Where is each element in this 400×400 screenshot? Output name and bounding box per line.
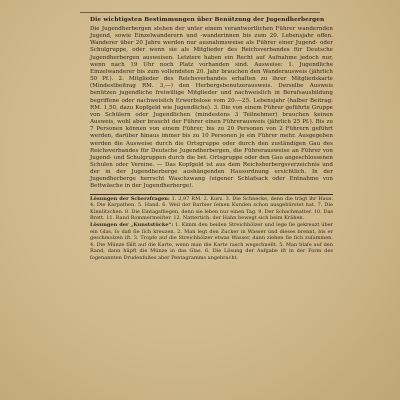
section-divider (90, 194, 333, 195)
solutions-2-heading: Lösungen der „Kunststücke“: (90, 222, 174, 229)
page-title: Die wichtigsten Bestimmungen über Benützung der Jugendherbergen (90, 17, 325, 23)
solutions-section-2 (90, 222, 333, 261)
document-body (90, 16, 333, 262)
solutions-2-text: 1. Kimm den beiden Streichhölzer und lege ſie gekreuzt über ein Glas, ſo daß ſie ſich kreuzen. 2. Man legt den Zucker in Wasser und dieses brennt, bis er geschmolzen iſt. 3. Tropfe auf die Streichhölzer etwas Wasser, dann ziehen ſie ſich zuſammen. 4. Die Münze fällt auf die Karte, wenn man die Karte rasch wegschnellt. 5. Man blaſe auf den Rand, dann hüpft die Münze in das Glas. 6. Die Lösung der Aufgabe iſt in der Form des ſogenannten Drudenfußes aber Pentagramms angebracht. (90, 222, 333, 261)
solutions-section-1 (90, 196, 333, 222)
main-text: Die Jugendherbergen stehen der unter einem verantwortlichen Führer wandernden Jugend, sowie Einzelwanderern und -wanderinnen bis zum 20. Lebensjahr offen. Wanderer über 20 Jahre werden nur ausnahmsweise als Führer einer Jugend- oder Schulgruppe, oder wenn sie als Mitglieder des Reichsverbandes für Deutsche Jugendherbergen ausweisen. Letztere haben ein Recht auf Aufnahme jedoch nur, wenn nach 19 Uhr noch Platz vorhanden sind. Ausweise: 1. Jugendliche Einzelwanderer bis zum vollendeten 20. Jahr brauchen den Wanderausweis (jährlich 50 Pf.). 2. Mitglieder des Reichsverbandes erhalten zu ihrer Mitgliedskarte (Mindestbeitrag RM. 3,—) den Herbergsbenutzerausweis. Derselbe Ausweis benützen jugendliche freiwillige Mitglieder und nachweislich in Berufsausbildung begriffene oder nachweislich Erwerbslose vom 20.—25. Lebensjahr (halber Beitrag: RM. 1,50, dazu Kopfgeld wie Jugendliche). 3. Die von einem Führer geführte Gruppe von Schülern oder Jugendlichen (mindestens 3 Teilnehmer) brauchen keinen Ausweis, wohl aber braucht der Führer einen Führerausweis (jährlich 25 Pf.). Bis zu 7 Personen können von einem Führer, bis zu 20 Personen von 2 Führern geführt werden, darüber hinaus immer bis zu 10 Personen je ein Führer mehr. Ausgegeben werden die Ausweise durch die Ortsgruppe oder durch den zuständigen Gau des Reichsverbandes für Deutsche Jugendherbergen, die Führerausweise an Führer von Jugend- und Schulgruppen durch die bet. Ortsgruppe oder den Gau angeschlossenen Schulen oder Vereine. — Das Kopfgeld ist aus dem Reichsherbergsverzeichnis und der in der Jugendherberge aushängenden Hausordnung ersichtlich. In der Jugendherberge herrscht Waschzwang (eigener Schlafsack oder Entnahme von Bettwäsche in der Jugendherberge). (90, 26, 333, 190)
top-rule (80, 12, 320, 13)
solutions-1-heading: Lösungen der Scherzfragen: (90, 195, 170, 202)
solutions-1-text: 1. 2,97 RM. 2. Kurz. 3. Die Schnecke, denn die trägt ihr Haus. 4. Die Karpathen. 5. Hand. 6. Weil der Barbier ſeinen Kunden schon ausgebürstet hat. 7. Die Kinnlitzchen. 8. Die Eintagsfliegen, denn sie leben nur einen Tag. 9. Der Schachmatter. 10. Das Brett. 11. Rand Rommermeiſter. 12. Nattertich; der Hahn bewegt sich beim Krähen. (90, 195, 333, 221)
